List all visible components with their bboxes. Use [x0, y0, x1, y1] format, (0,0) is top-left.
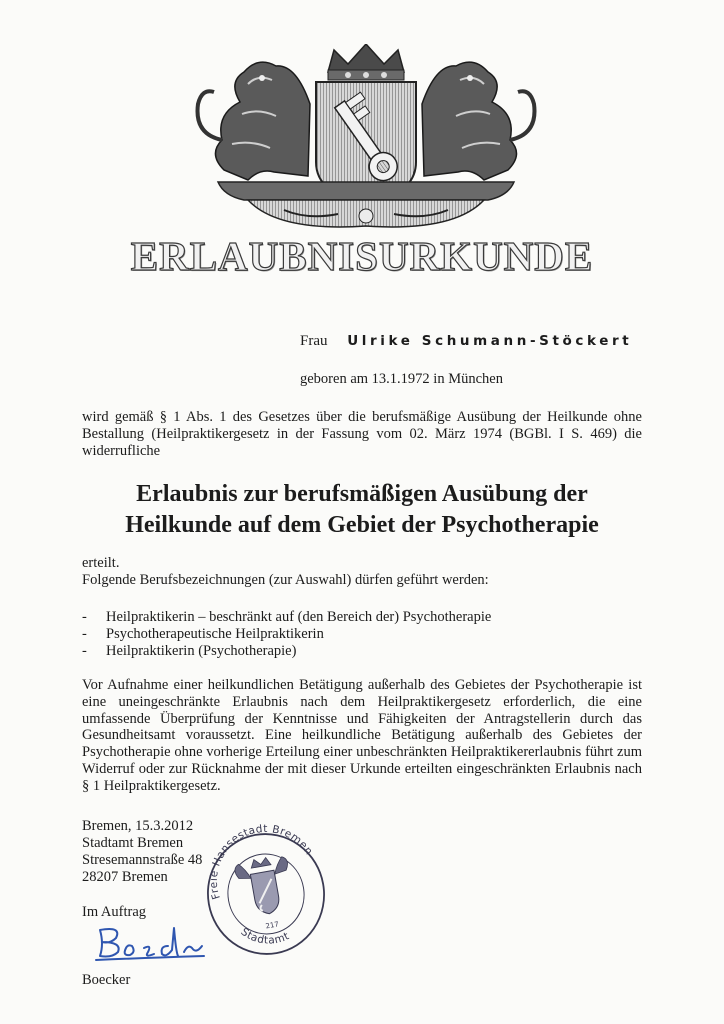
- seal-number: 217: [264, 920, 280, 931]
- list-marker: -: [82, 643, 87, 660]
- list-item-text: Heilpraktikerin – beschränkt auf (den Bereich der) Psychotherapie: [106, 609, 492, 625]
- document-title: ERLAUBNISURKUNDE: [130, 233, 594, 279]
- list-item: [82, 626, 491, 643]
- seal-top-text: Freie Hansestadt Bremen: [207, 823, 316, 901]
- issuer-city: 28207 Bremen: [82, 869, 168, 885]
- on-behalf-label: Im Auftrag: [82, 904, 147, 920]
- legal-intro-paragraph: wird gemäß § 1 Abs. 1 des Gesetzes über die berufsmäßige Ausübung der Heilkunde ohne Bestallung (Heilpraktikergesetz in der Fassung vom 02. März 1974 (BGBl. I S. 469) die widerrufliche: [82, 409, 642, 459]
- holder-salutation: Frau: [300, 333, 328, 349]
- issuer-address: [82, 818, 202, 886]
- headline-line-1: Erlaubnis zur berufsmäßigen Ausübung der: [136, 481, 588, 507]
- list-item-text: Psychotherapeutische Heilpraktikerin: [106, 626, 324, 643]
- issuer-street: Stresemannstraße 48: [82, 852, 203, 868]
- issue-place-date: Bremen, 15.3.2012: [82, 818, 194, 834]
- list-marker: -: [82, 609, 87, 625]
- holder-name: Ulrike Schumann-Stöckert: [347, 333, 633, 349]
- list-item: [82, 643, 491, 660]
- conditions-paragraph: Vor Aufnahme einer heilkundlichen Betätigung außerhalb des Gebietes der Psychotherapie ist eine uneingeschränkte Erlaubnis nach dem Heilpraktikergesetz erforderlich, die eine umfassende Überprüfung der Kenntnisse und Fähigkeiten der Antragstellerin durch das Gesundheitsamt voraussetzt. Eine heilkundliche Betätigung außerhalb des Gebietes der Psychotherapie ohne vorherige Erteilung einer unbeschränkten Heilpraktikererlaubnis führt zum Widerruf oder zur Rücknahme der mit dieser Urkunde erteilten eingeschränkten Erlaubnis nach § 1 Heilpraktikergesetz.: [82, 677, 642, 794]
- issuer-office: Stadtamt Bremen: [82, 835, 184, 851]
- list-marker: -: [82, 626, 87, 643]
- signer-name: Boecker: [82, 972, 131, 988]
- granted-block: [82, 555, 489, 589]
- titles-intro: Folgende Berufsbezeichnungen (zur Auswahl) dürfen geführt werden:: [82, 572, 489, 588]
- seal-bottom-text: Stadtamt: [238, 925, 292, 947]
- holder-birth: geboren am 13.1.1972 in München: [300, 371, 503, 387]
- handwritten-signature-icon: [92, 922, 208, 962]
- permit-headline: [60, 479, 664, 541]
- certificate-holder: [300, 333, 632, 350]
- bremen-coat-of-arms-icon: [188, 44, 544, 232]
- official-seal-stamp-icon: [200, 810, 328, 960]
- list-item: [82, 609, 491, 626]
- professional-titles-list: [82, 609, 491, 661]
- list-item-text: Heilpraktikerin (Psychotherapie): [106, 643, 297, 660]
- granted-text: erteilt.: [82, 555, 120, 571]
- headline-line-2: Heilkunde auf dem Gebiet der Psychotherapie: [125, 512, 599, 538]
